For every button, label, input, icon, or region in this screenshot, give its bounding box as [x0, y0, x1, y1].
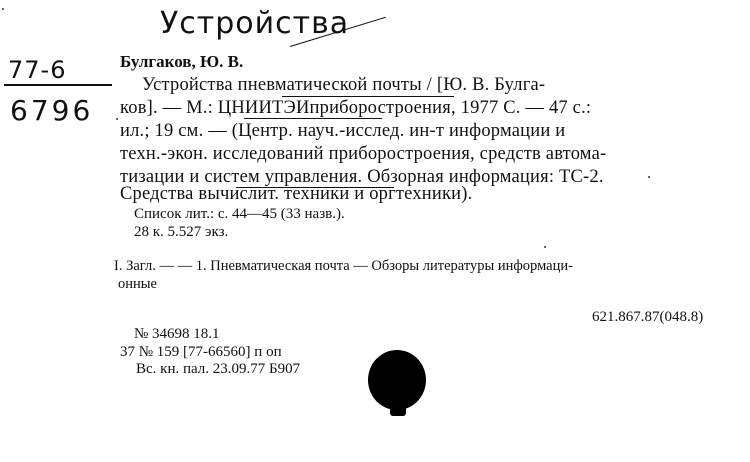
tracing-line-1: I. Загл. — — 1. Пневматическая почта — Обзоры литературы информаци- — [114, 258, 573, 274]
tracing-line-2: онные — [118, 276, 157, 292]
punch-hole-stem — [390, 402, 406, 416]
speck — [116, 118, 118, 120]
entry-line-1: Устройства пневматической почты / [Ю. В. Булга- — [142, 75, 546, 95]
shelf-underline — [4, 84, 112, 86]
price-print-run: 28 к. 5.527 экз. — [134, 224, 229, 240]
entry-line-5: тизации и систем управления. Обзорная информация: ТС-2. — [120, 167, 604, 187]
footer-line-3: Вс. кн. пал. 23.09.77 Б907 — [136, 361, 301, 377]
publisher-underline — [244, 118, 382, 119]
entry-line-6: Средства вычислит. техники и оргтехники). — [120, 184, 473, 204]
entry-line-3: ил.; 19 см. — (Центр. науч.-исслед. ин-т информации и — [120, 121, 566, 141]
handwritten-subject: Устройства — [160, 6, 350, 41]
handwritten-inventory-number: 6796 — [10, 94, 94, 127]
speck — [544, 246, 546, 248]
handwritten-shelf-mark: 77-6 — [8, 56, 67, 84]
speck — [2, 8, 4, 10]
entry-line-4: техн.-экон. исследований приборостроения, средств автома- — [120, 144, 607, 164]
punch-hole — [368, 350, 426, 410]
classification-number: 621.867.87(048.8) — [592, 309, 704, 325]
speck — [648, 176, 650, 178]
author-heading: Булгаков, Ю. В. — [120, 52, 244, 71]
footer-line-1: № 34698 18.1 — [134, 326, 220, 342]
bibliography-note: Список лит.: с. 44—45 (33 назв.). — [134, 206, 345, 222]
footer-line-2: 37 № 159 [77-66560] п оп — [120, 344, 282, 360]
entry-line-2: ков]. — М.: ЦНИИТЭИприборостроения, 1977 С. — 47 с.: — [120, 98, 592, 118]
